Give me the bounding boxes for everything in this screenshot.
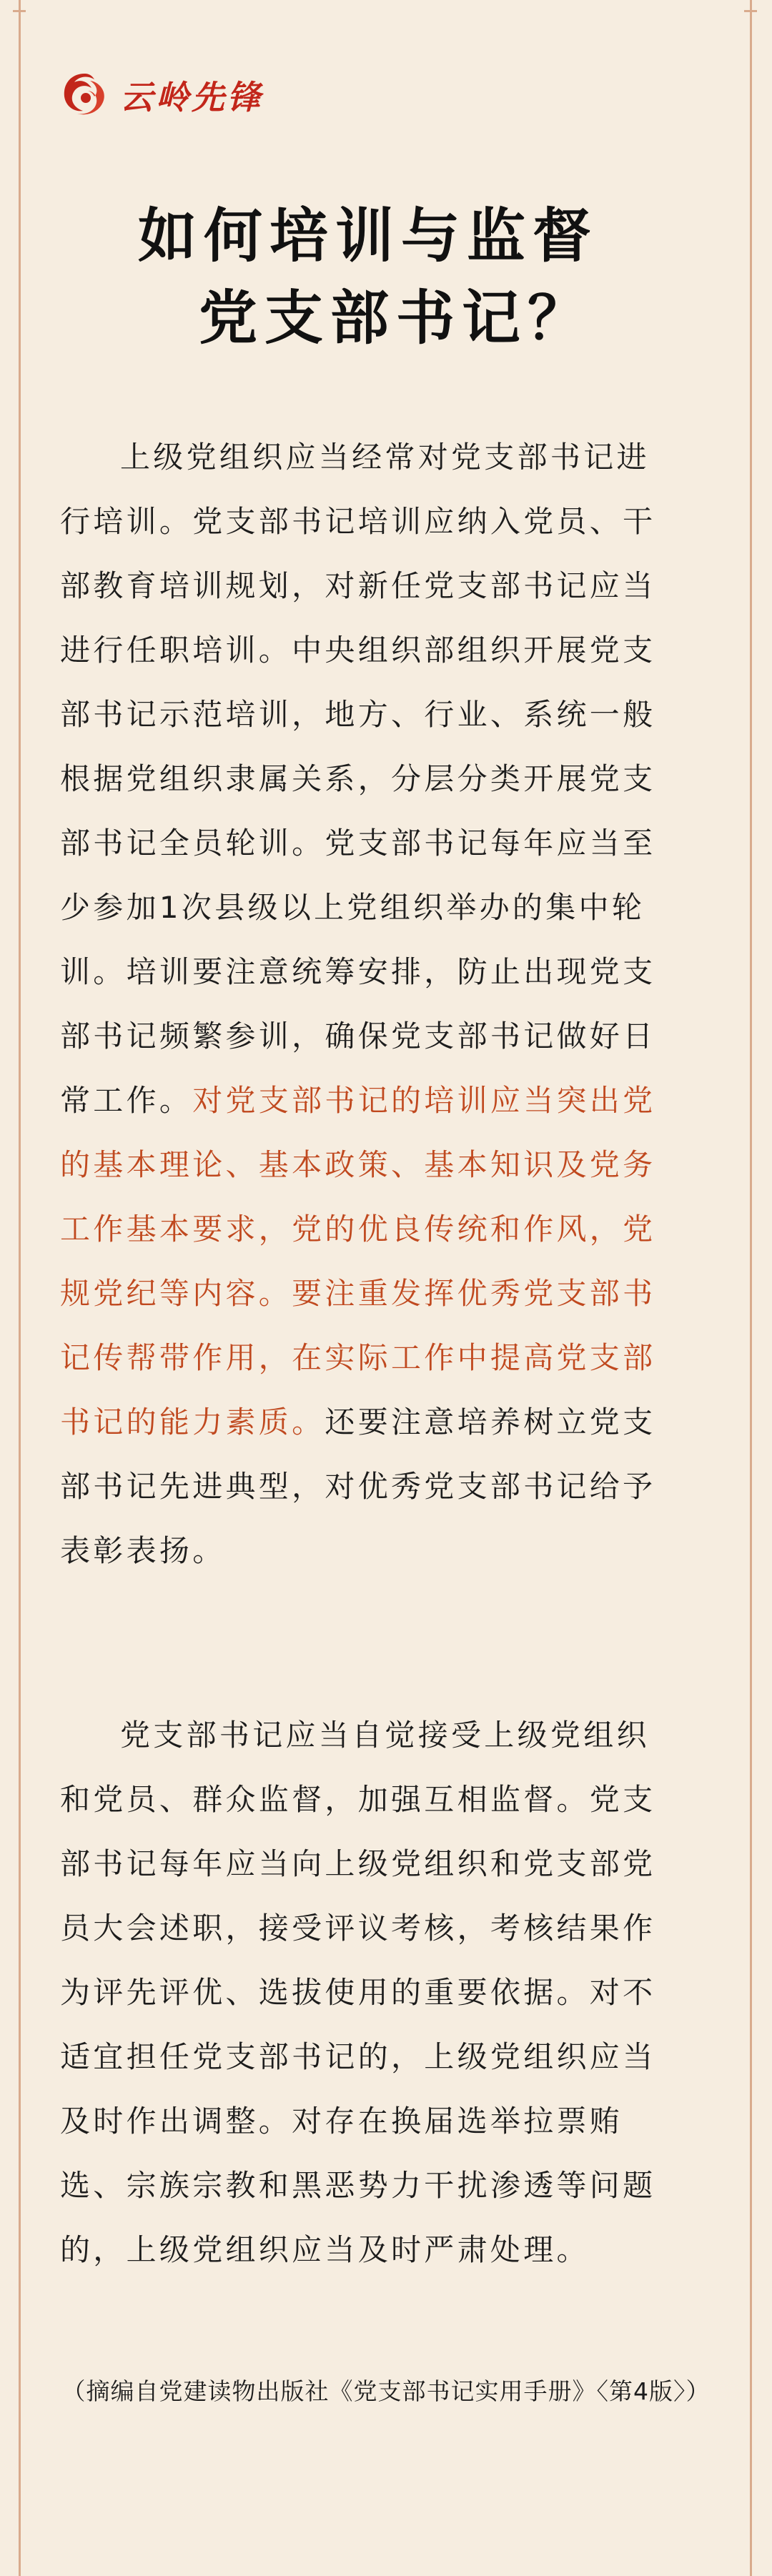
logo-text: 云岭先锋 [120,78,263,117]
text-line: 的，上级党组织应当及时严肃处理。 [60,2232,590,2267]
highlighted-text: 书记的能力素质。 [60,1405,325,1440]
source-citation: （摘编自党建读物出版社《党支部书记实用手册》〈第4版〉） [61,2377,711,2405]
paragraph-supervision [60,1703,708,2282]
swirl-logo-icon [59,69,110,121]
text-line: 部书记每年应当向上级党组织和党支部党 [60,1846,656,1881]
text-line: 部书记频繁参训，确保党支部书记做好日 [60,1019,656,1054]
highlighted-text-line: 记传帮带作用，在实际工作中提高党支部 [60,1340,656,1375]
text-line: 员大会述职，接受评议考核，考核结果作 [60,1911,656,1946]
border-line-right [750,0,752,2576]
paragraph-training [60,425,708,1583]
text-line: 部书记示范培训，地方、行业、系统一般 [60,697,656,732]
text-line: 部书记全员轮训。党支部书记每年应当至 [60,826,656,861]
text-line: 表彰表扬。 [60,1533,226,1568]
text-line: 上级党组织应当经常对党支部书记进 [120,440,650,475]
text-line: 及时作出调整。对存在换届选举拉票贿 [60,2104,623,2139]
text-segment: 常工作。 [60,1083,193,1118]
border-line-left [19,0,21,2576]
text-line: 少参加1次县级以上党组织举办的集中轮 [60,890,645,925]
text-segment: 还要注意培养树立党支 [325,1405,656,1440]
text-line: 行培训。党支部书记培训应纳入党员、干 [60,504,656,539]
logo [59,64,263,126]
text-line: 训。培训要注意统筹安排，防止出现党支 [60,954,656,989]
highlighted-text-line: 工作基本要求，党的优良传统和作风，党 [60,1212,656,1247]
highlighted-text: 对党支部书记的培训应当突出党 [192,1083,656,1118]
text-line: 适宜担任党支部书记的，上级党组织应当 [60,2039,656,2074]
article-title-line-2: 党支部书记？ [198,284,593,352]
article-title-line-1: 如何培训与监督 [137,202,598,270]
highlighted-text-line: 规党纪等内容。要注重发挥优秀党支部书 [60,1276,656,1311]
text-line: 部教育培训规划，对新任党支部书记应当 [60,568,656,603]
text-line [60,1390,708,1455]
text-line: 为评先评优、选拔使用的重要依据。对不 [60,1975,656,2010]
highlighted-text-line: 的基本理论、基本政策、基本知识及党务 [60,1147,656,1182]
text-line [60,1069,708,1133]
text-line: 党支部书记应当自觉接受上级党组织 [120,1718,650,1753]
text-line: 根据党组织隶属关系，分层分类开展党支 [60,761,656,796]
text-line: 进行任职培训。中央组织部组织开展党支 [60,633,656,668]
text-line: 选、宗族宗教和黑恶势力干扰渗透等问题 [60,2168,656,2203]
text-line: 部书记先进典型，对优秀党支部书记给予 [60,1469,656,1504]
text-line: 和党员、群众监督，加强互相监督。党支 [60,1782,656,1817]
